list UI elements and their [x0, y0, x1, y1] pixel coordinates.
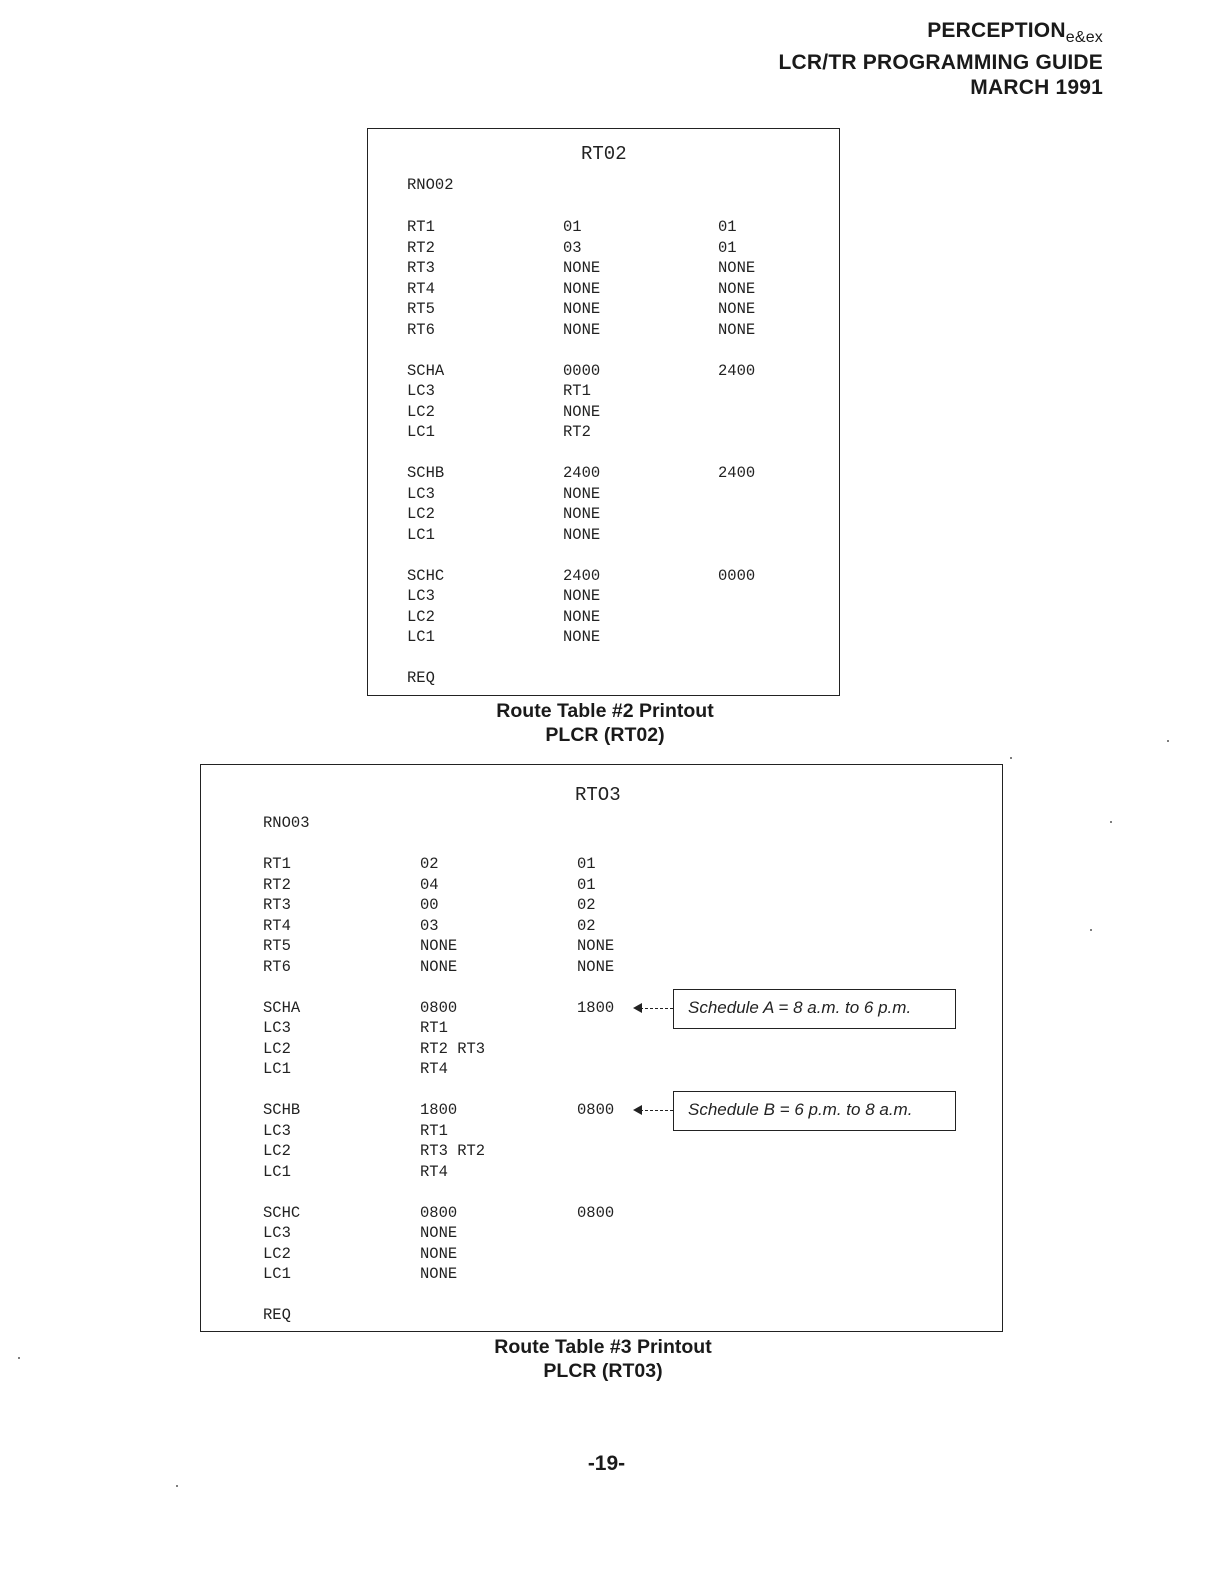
printout-value-1: RT2 [563, 423, 591, 441]
printout-line [407, 525, 827, 546]
printout-value-1: NONE [420, 1244, 458, 1263]
printout-line [407, 668, 827, 689]
printout-value-1: 0800 [420, 1203, 458, 1222]
printout-value-1: RT4 [420, 1162, 448, 1181]
printout-value-2: 01 [577, 875, 596, 894]
printout-value-1: NONE [563, 607, 601, 626]
printout-label: REQ [407, 669, 435, 687]
printout-label: LC3 [407, 484, 435, 503]
scan-speck [1090, 929, 1092, 931]
printout-value-2: NONE [718, 300, 756, 318]
printout-value-1: 03 [420, 916, 439, 935]
printout-value-2: 01 [577, 855, 596, 873]
printout-value-1: NONE [563, 628, 601, 646]
route-table-3-printout [200, 764, 1003, 1332]
printout-value-1: NONE [420, 1265, 458, 1283]
printout-value-1: NONE [563, 505, 601, 523]
printout-line [263, 1080, 683, 1101]
printout-line [407, 504, 827, 525]
printout-line [263, 1182, 683, 1203]
printout-line [407, 361, 827, 382]
printout-line [407, 340, 827, 361]
printout-value-2: 01 [718, 238, 737, 257]
printout-label: RT3 [407, 259, 435, 277]
printout-value-2: 0800 [577, 1203, 615, 1222]
printout-value-1: 0800 [420, 998, 458, 1017]
printout-line [263, 1162, 683, 1183]
printout-value-2: NONE [718, 320, 756, 339]
printout-value-1: NONE [563, 279, 601, 298]
route-table-2-caption [405, 699, 805, 747]
printout-value-1: RT1 [563, 382, 591, 400]
printout-line [407, 279, 827, 300]
printout-value-1: NONE [563, 402, 601, 421]
printout-line [407, 586, 827, 607]
printout-value-1: 1800 [420, 1101, 458, 1119]
printout-line [407, 381, 827, 402]
printout-line [407, 607, 827, 628]
caption-line-2: PLCR (RT03) [543, 1360, 663, 1382]
printout-label: SCHC [263, 1203, 301, 1222]
printout-value-1: RT3 RT2 [420, 1142, 486, 1160]
printout-value-1: NONE [563, 300, 601, 318]
printout-label: LC2 [263, 1039, 291, 1058]
printout-line [407, 627, 827, 648]
printout-label: LC2 [263, 1142, 291, 1160]
route-table-3-grid [263, 854, 683, 1326]
scan-speck [18, 1357, 20, 1359]
printout-label: LC2 [263, 1244, 291, 1263]
printout-line [407, 545, 827, 566]
printout-label: LC3 [407, 382, 435, 400]
printout-value-2: 2400 [718, 361, 756, 380]
printout-line [263, 1141, 683, 1162]
printout-line [407, 258, 827, 279]
printout-label: RT4 [263, 916, 291, 935]
printout-value-1: 00 [420, 896, 439, 914]
document-header [779, 18, 1103, 100]
scan-speck [176, 1485, 178, 1487]
printout-label: LC1 [263, 1265, 291, 1283]
printout-value-1: RT2 RT3 [420, 1039, 486, 1058]
route-table-2-printout [367, 128, 840, 696]
printout-line [407, 484, 827, 505]
printout-label: RT5 [407, 300, 435, 318]
printout-value-2: NONE [577, 937, 615, 955]
page-number: -19- [587, 1452, 626, 1475]
printout-value-2: 0000 [718, 566, 756, 585]
printout-label: LC3 [263, 1121, 291, 1140]
scan-speck [1110, 821, 1112, 823]
printout-value-1: RT4 [420, 1060, 448, 1078]
printout-value-1: 01 [563, 218, 582, 236]
route-table-2-rno: RNO02 [407, 176, 454, 194]
printout-value-2: 1800 [577, 998, 615, 1017]
schedule-b-arrow [635, 1110, 673, 1111]
printout-value-1: NONE [563, 525, 601, 544]
printout-value-1: RT1 [420, 1019, 448, 1037]
schedule-b-callout: Schedule B = 6 p.m. to 8 a.m. [673, 1091, 956, 1131]
printout-value-1: NONE [563, 259, 601, 277]
printout-label: LC3 [263, 1019, 291, 1037]
scan-speck [1167, 740, 1169, 742]
route-table-3-rno: RNO03 [263, 814, 310, 832]
printout-value-1: 02 [420, 855, 439, 873]
printout-label: RT2 [263, 875, 291, 894]
printout-line [263, 895, 683, 916]
route-table-2-title: RT02 [581, 143, 627, 165]
caption-line-2: PLCR (RT02) [545, 724, 665, 746]
schedule-a-callout: Schedule A = 8 a.m. to 6 p.m. [673, 989, 956, 1029]
printout-label: RT1 [407, 218, 435, 236]
printout-line [407, 566, 827, 587]
printout-line [407, 320, 827, 341]
printout-label: LC1 [407, 525, 435, 544]
printout-line [407, 402, 827, 423]
printout-line [263, 1285, 683, 1306]
printout-line [263, 1203, 683, 1224]
printout-label: REQ [263, 1306, 291, 1324]
printout-label: LC1 [407, 628, 435, 646]
printout-line [263, 1039, 683, 1060]
printout-line [407, 217, 827, 238]
header-guide-title: LCR/TR PROGRAMMING GUIDE [778, 51, 1103, 74]
printout-value-2: 02 [577, 896, 596, 914]
printout-value-2: 2400 [718, 464, 756, 482]
scan-speck [1010, 757, 1012, 759]
printout-label: SCHB [407, 464, 445, 482]
printout-label: SCHA [407, 361, 445, 380]
printout-value-2: 01 [718, 218, 737, 236]
printout-label: LC3 [407, 587, 435, 605]
product-name: PERCEPTION [927, 19, 1066, 42]
printout-value-1: NONE [563, 484, 601, 503]
printout-line [407, 422, 827, 443]
printout-line [263, 1264, 683, 1285]
printout-line [407, 299, 827, 320]
printout-line [263, 998, 683, 1019]
printout-value-2: 0800 [577, 1101, 615, 1119]
printout-label: SCHA [263, 998, 301, 1017]
printout-label: LC1 [263, 1060, 291, 1078]
header-product-line [779, 18, 1103, 50]
printout-value-2: 02 [577, 916, 596, 935]
printout-line [407, 238, 827, 259]
printout-line [263, 936, 683, 957]
printout-label: SCHB [263, 1101, 301, 1119]
printout-label: RT3 [263, 896, 291, 914]
printout-label: LC2 [407, 505, 435, 523]
printout-line [263, 1059, 683, 1080]
printout-value-1: RT1 [420, 1121, 448, 1140]
printout-value-1: 03 [563, 238, 582, 257]
printout-value-1: 04 [420, 875, 439, 894]
route-table-2-grid [407, 217, 827, 689]
printout-value-1: 2400 [563, 464, 601, 482]
printout-line [407, 463, 827, 484]
printout-line [407, 443, 827, 464]
product-model-suffix: e&ex [1065, 29, 1103, 46]
printout-value-1: NONE [420, 937, 458, 955]
printout-label: RT2 [407, 238, 435, 257]
printout-value-2: NONE [718, 279, 756, 298]
printout-label: LC3 [263, 1224, 291, 1242]
printout-line [263, 1018, 683, 1039]
printout-label: LC2 [407, 607, 435, 626]
printout-value-1: 0000 [563, 361, 601, 380]
printout-label: RT1 [263, 855, 291, 873]
printout-line [263, 875, 683, 896]
printout-value-1: 2400 [563, 566, 601, 585]
printout-label: RT4 [407, 279, 435, 298]
printout-line [263, 1121, 683, 1142]
header-date: MARCH 1991 [970, 76, 1103, 99]
printout-label: RT5 [263, 937, 291, 955]
printout-value-1: NONE [420, 957, 458, 976]
printout-line [263, 1244, 683, 1265]
printout-value-1: NONE [420, 1224, 458, 1242]
printout-line [263, 1223, 683, 1244]
printout-label: LC1 [263, 1162, 291, 1181]
printout-label: RT6 [263, 957, 291, 976]
route-table-3-caption [403, 1335, 803, 1383]
printout-label: LC2 [407, 402, 435, 421]
printout-label: SCHC [407, 566, 445, 585]
printout-line [263, 977, 683, 998]
printout-value-2: NONE [718, 259, 756, 277]
printout-line [263, 916, 683, 937]
printout-line [263, 1100, 683, 1121]
printout-line [263, 854, 683, 875]
printout-line [407, 648, 827, 669]
printout-label: RT6 [407, 320, 435, 339]
printout-line [263, 1305, 683, 1326]
printout-value-1: NONE [563, 320, 601, 339]
printout-line [263, 957, 683, 978]
printout-value-2: NONE [577, 957, 615, 976]
printout-value-1: NONE [563, 587, 601, 605]
route-table-3-title: RTO3 [575, 784, 621, 806]
caption-line-1: Route Table #2 Printout [496, 700, 714, 722]
printout-label: LC1 [407, 423, 435, 441]
caption-line-1: Route Table #3 Printout [494, 1336, 712, 1358]
schedule-a-arrow [635, 1008, 673, 1009]
